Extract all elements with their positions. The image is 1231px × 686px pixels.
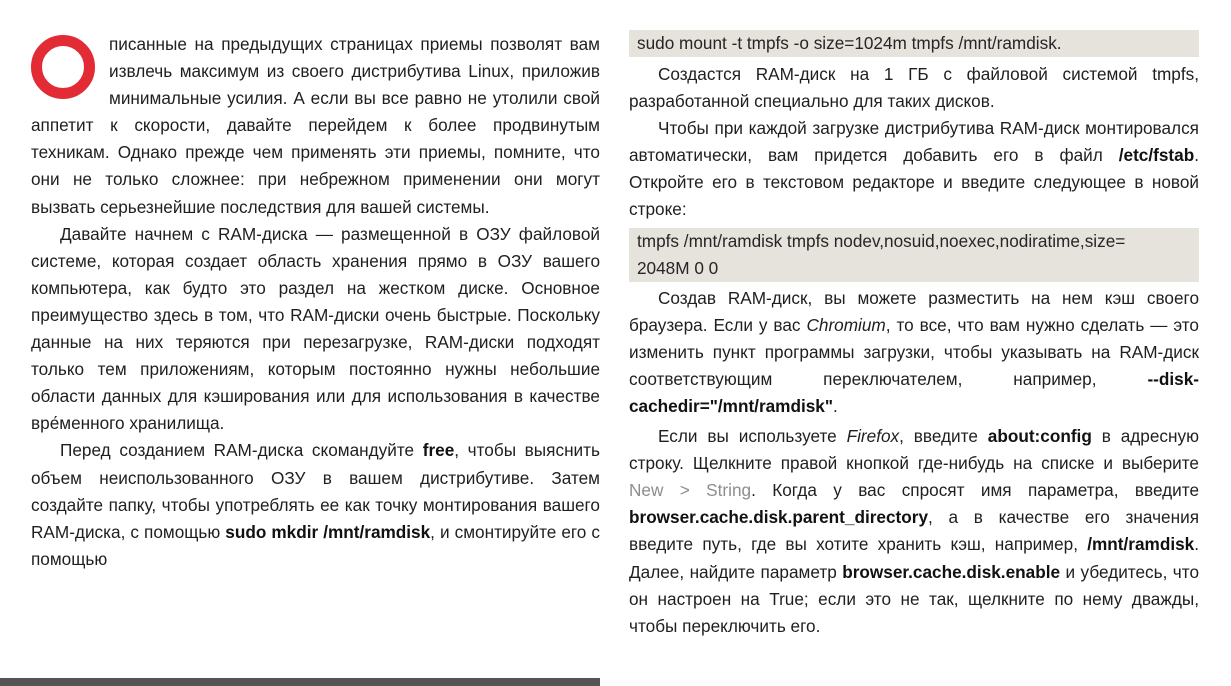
create-ramdisk-paragraph: Перед созданием RAM-диска скомандуйте free, чтобы выяснить объем неиспользованного ОЗУ в вашем дистрибутиве. Затем создайте папку, чтобы употреблять ее как точку монтирования вашего RAM-диска, с помощью sudo mkdir /mnt/ramdisk, и смонтируйте его с помощью <box>31 440 600 569</box>
fstab-command-box <box>629 228 1199 282</box>
ramdisk-path: /mnt/ramdisk <box>1087 534 1195 555</box>
right-column <box>629 31 1199 640</box>
ramdisk-created-paragraph: Создастся RAM-диск на 1 ГБ с файловой системой tmpfs, разработанной специально для таких дисков. <box>629 64 1199 112</box>
ramdisk-paragraph: Давайте начнем с RAM-диска — размещенной в ОЗУ файловой системе, которая создает область хранения прямо в ОЗУ вашего компьютера, как будто это раздел на жестком диске. Основное преимущество здесь в том, что RAM-диски очень быстрые. Поскольку данные на них теряются при перезагрузке, RAM-диски подходят только тем приложениям, которым постоянно нужны небольшие области данных для кэширования или для использования в качестве вре́менного хранилища. <box>31 223 600 434</box>
disk-enable-param: browser.cache.disk.enable <box>842 561 1061 582</box>
drop-cap-o-icon <box>31 35 95 99</box>
menu-new-string: New > String <box>629 480 752 501</box>
fstab-path: /etc/fstab <box>1118 145 1195 166</box>
fstab-line-2: 2048M 0 0 <box>637 257 719 278</box>
fstab-paragraph: Чтобы при каждой загрузке дистрибутива RAM-диск монтировался автоматически, вам придется добавить его в файл /etc/fstab. Откройте его в текстовом редакторе и введите следующее в новой строке: <box>629 118 1199 220</box>
mount-command-box: sudo mount -t tmpfs -o size=1024m tmpfs /mnt/ramdisk. <box>629 30 1199 57</box>
about-config: about:config <box>987 426 1092 447</box>
bottom-divider-bar <box>0 678 600 686</box>
fstab-line-1: tmpfs /mnt/ramdisk tmpfs nodev,nosuid,noexec,nodiratime,size= <box>637 230 1126 251</box>
cmd-free: free <box>422 440 455 461</box>
parent-directory-param: browser.cache.disk.parent_directory <box>629 507 929 528</box>
intro-text: писанные на предыдущих страницах приемы позволят вам извлечь максимум из своего дистрибутива Linux, приложив минимальные усилия. А если вы все равно не утолили свой аппетит к скорости, давайте перейдем к более продвинутым техникам. Однако прежде чем применять эти приемы, помните, что они не только сложнее: при небрежном применении они могут вызвать серьезнейшие последствия для вашей системы. <box>31 34 600 217</box>
cmd-mkdir: sudo mkdir /mnt/ramdisk <box>225 521 431 542</box>
left-column <box>31 31 600 573</box>
intro-paragraph <box>31 31 600 221</box>
firefox-paragraph: Если вы используете Firefox, введите about:config в адресную строку. Щелкните правой кнопкой где-нибудь на списке и выберите New > String. Когда у вас спросят имя параметра, введите browser.cache.disk.parent_directory, а в качестве его значения введите путь, где вы хотите хранить кэш, например, /mnt/ramdisk. Далее, найдите параметр browser.cache.disk.enable и убедитесь, что он настроен на True; если это не так, щелкните по нему дважды, чтобы переключить его. <box>629 426 1199 636</box>
disk-cache-flag: --disk-cachedir="/mnt/ramdisk" <box>629 368 1199 416</box>
firefox-name: Firefox <box>846 426 900 447</box>
chromium-name: Chromium <box>806 314 886 335</box>
browser-cache-paragraph: Создав RAM-диск, вы можете разместить на нем кэш своего браузера. Если у вас Chromium, то все, что вам нужно сделать — это изменить пункт программы загрузки, чтобы указывать на RAM-диск соответствующим переключателем, например, --disk-cachedir="/mnt/ramdisk". <box>629 287 1199 416</box>
